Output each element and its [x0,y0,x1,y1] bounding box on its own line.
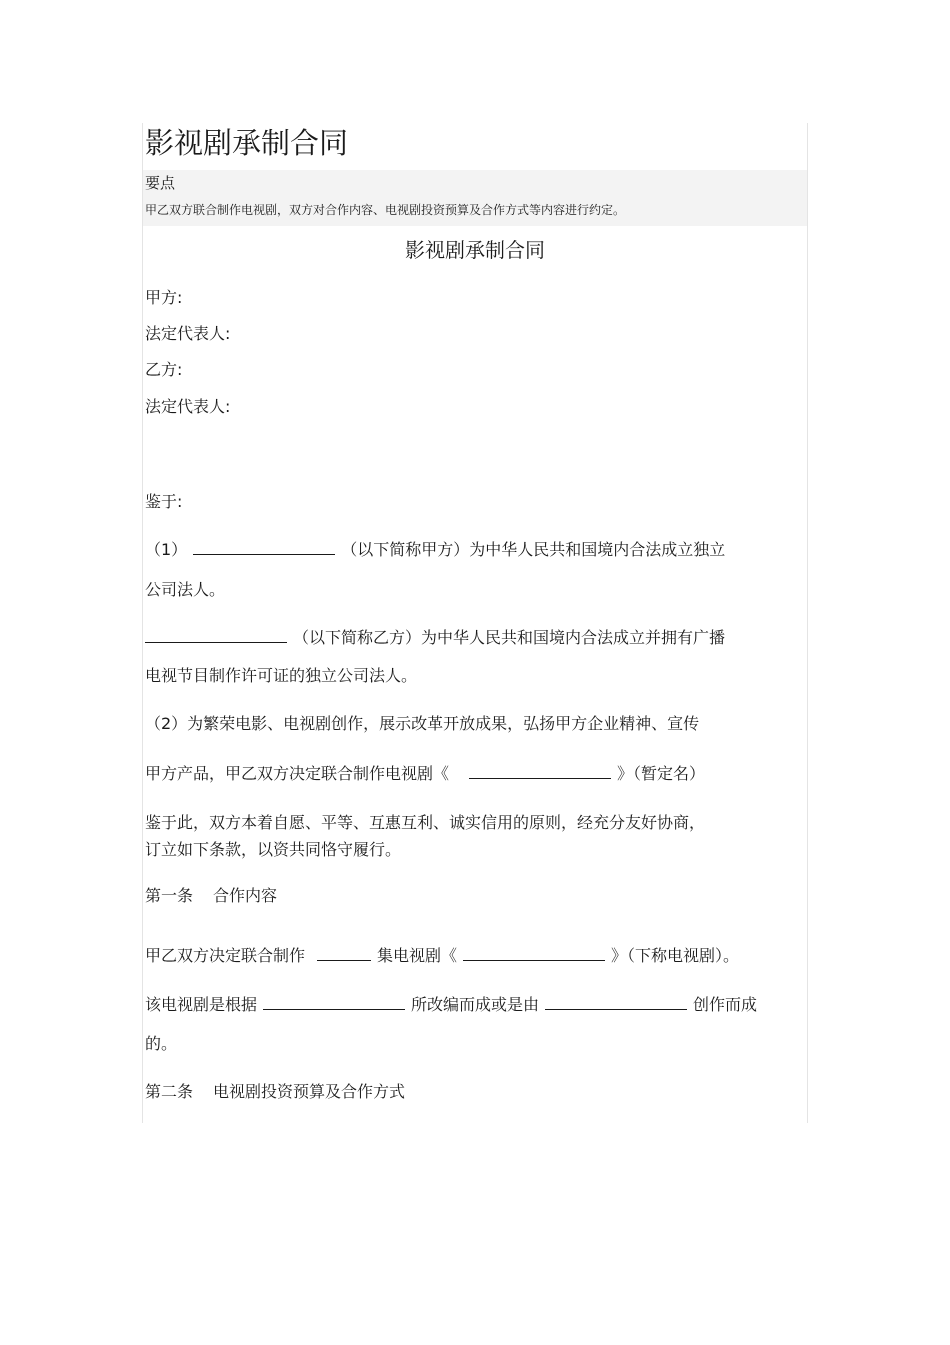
clause2-text-b: 甲方产品，甲乙双方决定联合制作电视剧《 [145,764,450,783]
article1-text-e: 所改编而成或是由 [411,995,540,1014]
clause2-text-a: （2）为繁荣电影、电视剧创作，展示改革开放成果，弘扬甲方企业精神、宣传 [145,714,700,733]
clause1-line3 [145,627,725,649]
drama-title-blank-2 [463,946,605,961]
article1-text-c: 》（下称电视剧）。 [611,946,740,965]
page-title: 影视剧承制合同 [145,126,349,160]
clause1-line1 [145,539,725,561]
party-a-name-blank [193,540,335,555]
clause2-text-c: 》（暂定名） [617,764,706,783]
summary-box [143,170,807,226]
article2-heading [145,1081,405,1103]
document-page [142,123,808,1123]
article1-text-a: 甲乙双方决定联合制作 [145,946,306,965]
article1-title: 合作内容 [213,886,278,905]
whereas-label: 鉴于: [145,492,183,511]
clause2-line2 [145,763,705,785]
clause1-number: （1） [145,540,188,559]
article1-text-g: 的。 [145,1034,178,1053]
author-blank [545,995,687,1010]
article1-line2 [145,994,757,1016]
therefore-text-a: 鉴于此，双方本着自愿、平等、互惠互利、诚实信用的原则，经充分友好协商， [145,813,706,832]
clause1-text-c: （以下简称乙方）为中华人民共和国境内合法成立并拥有广播 [293,628,726,647]
document-title: 影视剧承制合同 [405,238,545,262]
article1-text-b: 集电视剧《 [377,946,458,965]
therefore-text-b: 订立如下条款，以资共同恪守履行。 [145,840,402,859]
clause1-text-a: （以下简称甲方）为中华人民共和国境内合法成立独立 [341,540,726,559]
party-b-name-blank [145,628,287,643]
party-a-label: 甲方: [145,288,183,307]
summary-heading: 要点 [145,174,176,192]
article1-text-f: 创作而成 [693,995,758,1014]
article1-heading [145,885,277,907]
episode-count-blank [317,946,371,961]
party-b-label: 乙方: [145,360,183,379]
article1-line1 [145,945,739,967]
drama-title-blank [469,764,611,779]
clause1-text-d: 电视节目制作许可证的独立公司法人。 [145,666,418,685]
article1-number: 第一条 [145,886,194,905]
article1-text-d: 该电视剧是根据 [145,995,258,1014]
article2-title: 电视剧投资预算及合作方式 [213,1082,406,1101]
source-work-blank [263,995,405,1010]
party-a-rep-label: 法定代表人: [145,324,231,343]
party-b-rep-label: 法定代表人: [145,397,231,416]
clause1-text-b: 公司法人。 [145,580,226,599]
summary-text: 甲乙双方联合制作电视剧，双方对合作内容、电视剧投资预算及合作方式等内容进行约定。 [145,203,626,217]
article2-number: 第二条 [145,1082,194,1101]
